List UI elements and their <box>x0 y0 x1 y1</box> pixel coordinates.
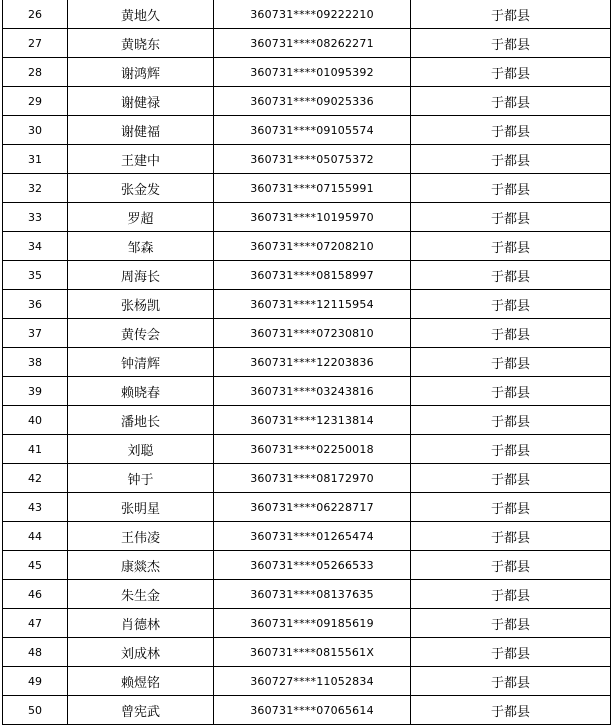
table-row <box>3 406 611 435</box>
row-number: 44 <box>3 522 68 551</box>
row-number: 49 <box>3 667 68 696</box>
person-name: 赖煜铭 <box>68 667 214 696</box>
row-number: 36 <box>3 290 68 319</box>
table-row <box>3 87 611 116</box>
masked-id-number: 360731****10195970 <box>214 203 411 232</box>
masked-id-number: 360731****06228717 <box>214 493 411 522</box>
row-number: 39 <box>3 377 68 406</box>
row-number: 43 <box>3 493 68 522</box>
masked-id-number: 360727****11052834 <box>214 667 411 696</box>
row-number: 30 <box>3 116 68 145</box>
county: 于都县 <box>411 348 611 377</box>
county: 于都县 <box>411 580 611 609</box>
row-number: 50 <box>3 696 68 725</box>
county: 于都县 <box>411 609 611 638</box>
person-name: 黄传会 <box>68 319 214 348</box>
table-row <box>3 29 611 58</box>
county: 于都县 <box>411 319 611 348</box>
table-row <box>3 551 611 580</box>
person-name: 钟于 <box>68 464 214 493</box>
person-name: 周海长 <box>68 261 214 290</box>
masked-id-number: 360731****01095392 <box>214 58 411 87</box>
county: 于都县 <box>411 174 611 203</box>
county: 于都县 <box>411 464 611 493</box>
person-name: 康燚杰 <box>68 551 214 580</box>
table-row <box>3 522 611 551</box>
row-number: 27 <box>3 29 68 58</box>
table-row <box>3 493 611 522</box>
county: 于都县 <box>411 145 611 174</box>
masked-id-number: 360731****07155991 <box>214 174 411 203</box>
county: 于都县 <box>411 29 611 58</box>
person-name: 张杨凯 <box>68 290 214 319</box>
row-number: 26 <box>3 0 68 29</box>
row-number: 34 <box>3 232 68 261</box>
county: 于都县 <box>411 493 611 522</box>
person-name: 曾宪武 <box>68 696 214 725</box>
table-row <box>3 319 611 348</box>
county: 于都县 <box>411 522 611 551</box>
county: 于都县 <box>411 0 611 29</box>
person-name: 黄地久 <box>68 0 214 29</box>
table-row <box>3 174 611 203</box>
masked-id-number: 360731****03243816 <box>214 377 411 406</box>
table-row <box>3 348 611 377</box>
county: 于都县 <box>411 406 611 435</box>
masked-id-number: 360731****12203836 <box>214 348 411 377</box>
masked-id-number: 360731****09105574 <box>214 116 411 145</box>
row-number: 33 <box>3 203 68 232</box>
county: 于都县 <box>411 203 611 232</box>
table-row <box>3 261 611 290</box>
county: 于都县 <box>411 667 611 696</box>
person-name: 罗超 <box>68 203 214 232</box>
county: 于都县 <box>411 696 611 725</box>
person-name: 谢健福 <box>68 116 214 145</box>
masked-id-number: 360731****08262271 <box>214 29 411 58</box>
county: 于都县 <box>411 377 611 406</box>
county: 于都县 <box>411 435 611 464</box>
county: 于都县 <box>411 638 611 667</box>
masked-id-number: 360731****02250018 <box>214 435 411 464</box>
person-name: 张明星 <box>68 493 214 522</box>
county: 于都县 <box>411 87 611 116</box>
row-number: 48 <box>3 638 68 667</box>
person-name: 潘地长 <box>68 406 214 435</box>
person-name: 谢鸿辉 <box>68 58 214 87</box>
table-row <box>3 203 611 232</box>
county: 于都县 <box>411 551 611 580</box>
row-number: 35 <box>3 261 68 290</box>
masked-id-number: 360731****0815561X <box>214 638 411 667</box>
row-number: 31 <box>3 145 68 174</box>
masked-id-number: 360731****12115954 <box>214 290 411 319</box>
table-row <box>3 580 611 609</box>
masked-id-number: 360731****07208210 <box>214 232 411 261</box>
masked-id-number: 360731****08158997 <box>214 261 411 290</box>
person-name: 刘成林 <box>68 638 214 667</box>
person-name: 谢健禄 <box>68 87 214 116</box>
row-number: 29 <box>3 87 68 116</box>
table-row <box>3 0 611 29</box>
masked-id-number: 360731****05075372 <box>214 145 411 174</box>
row-number: 41 <box>3 435 68 464</box>
roster-table <box>2 0 611 725</box>
table-row <box>3 145 611 174</box>
person-name: 王建中 <box>68 145 214 174</box>
masked-id-number: 360731****09222210 <box>214 0 411 29</box>
person-name: 王伟凌 <box>68 522 214 551</box>
masked-id-number: 360731****09025336 <box>214 87 411 116</box>
masked-id-number: 360731****01265474 <box>214 522 411 551</box>
county: 于都县 <box>411 290 611 319</box>
table-row <box>3 116 611 145</box>
row-number: 37 <box>3 319 68 348</box>
table-row <box>3 696 611 725</box>
county: 于都县 <box>411 116 611 145</box>
table-row <box>3 435 611 464</box>
row-number: 38 <box>3 348 68 377</box>
row-number: 32 <box>3 174 68 203</box>
table-row <box>3 638 611 667</box>
county: 于都县 <box>411 58 611 87</box>
table-row <box>3 464 611 493</box>
masked-id-number: 360731****08172970 <box>214 464 411 493</box>
county: 于都县 <box>411 232 611 261</box>
masked-id-number: 360731****12313814 <box>214 406 411 435</box>
person-name: 朱生金 <box>68 580 214 609</box>
table-row <box>3 290 611 319</box>
masked-id-number: 360731****07065614 <box>214 696 411 725</box>
table-row <box>3 58 611 87</box>
row-number: 28 <box>3 58 68 87</box>
row-number: 40 <box>3 406 68 435</box>
roster-table-body <box>3 0 611 725</box>
county: 于都县 <box>411 261 611 290</box>
roster-table-container <box>2 0 610 727</box>
person-name: 赖晓春 <box>68 377 214 406</box>
row-number: 45 <box>3 551 68 580</box>
person-name: 黄晓东 <box>68 29 214 58</box>
masked-id-number: 360731****05266533 <box>214 551 411 580</box>
table-row <box>3 667 611 696</box>
person-name: 刘聪 <box>68 435 214 464</box>
masked-id-number: 360731****09185619 <box>214 609 411 638</box>
masked-id-number: 360731****08137635 <box>214 580 411 609</box>
masked-id-number: 360731****07230810 <box>214 319 411 348</box>
person-name: 邹森 <box>68 232 214 261</box>
table-row <box>3 609 611 638</box>
row-number: 42 <box>3 464 68 493</box>
row-number: 47 <box>3 609 68 638</box>
person-name: 钟清辉 <box>68 348 214 377</box>
person-name: 肖德林 <box>68 609 214 638</box>
row-number: 46 <box>3 580 68 609</box>
person-name: 张金发 <box>68 174 214 203</box>
table-row <box>3 232 611 261</box>
table-row <box>3 377 611 406</box>
